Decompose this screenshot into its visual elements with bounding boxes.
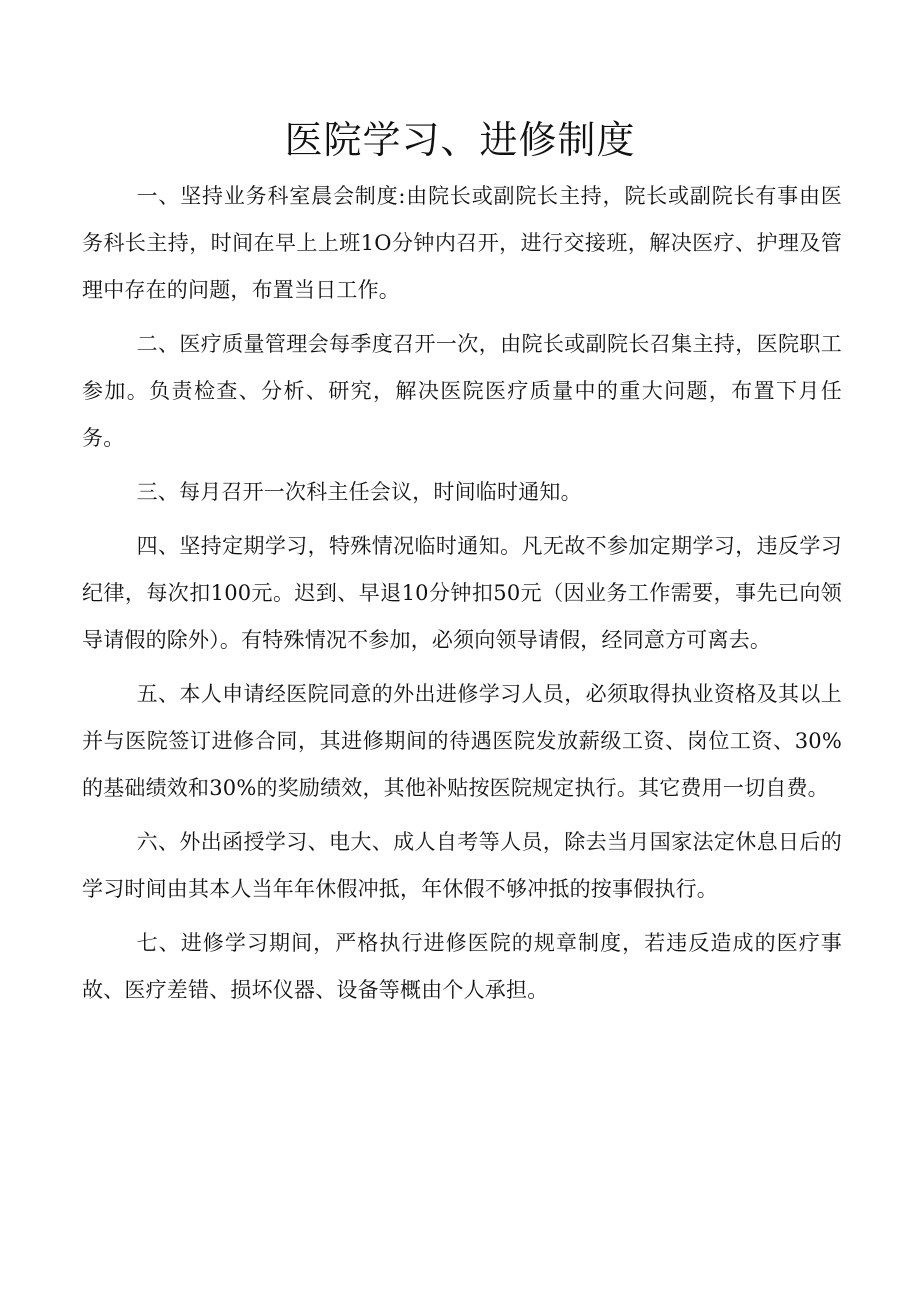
rule-paragraph-7: 七、进修学习期间，严格执行进修医院的规章制度，若违反造成的医疗事故、医疗差错、损坏仪器、设备等概由个人承担。 [82, 931, 842, 1002]
document-body [82, 173, 842, 1021]
rule-paragraph-3: 三、每月召开一次科主任会议，时间临时通知。 [136, 480, 582, 504]
rule-paragraph-5: 五、本人申请经医院同意的外出进修学习人员，必须取得执业资格及其以上并与医院签订进修合同，其进修期间的待遇医院发放薪级工资、岗位工资、30%的基础绩效和30%的奖励绩效，其他补贴按医院规定执行。其它费用一切自费。 [82, 682, 842, 800]
document-title: 医院学习、进修制度 [284, 118, 636, 162]
rule-paragraph-4: 四、坚持定期学习，特殊情况临时通知。凡无故不参加定期学习，违反学习纪律，每次扣100元。迟到、早退10分钟扣50元（因业务工作需要，事先已向领导请假的除外）。有特殊情况不参加，必须向领导请假，经同意方可离去。 [82, 534, 842, 652]
rule-paragraph-6: 六、外出函授学习、电大、成人自考等人员，除去当月国家法定休息日后的学习时间由其本人当年年休假冲抵，年休假不够冲抵的按事假执行。 [82, 830, 842, 901]
rule-paragraph-2: 二、医疗质量管理会每季度召开一次，由院长或副院长召集主持，医院职工参加。负责检查、分析、研究，解决医院医疗质量中的重大问题，布置下月任务。 [82, 332, 842, 450]
rule-paragraph-1: 一、坚持业务科室晨会制度:由院长或副院长主持，院长或副院长有事由医务科长主持，时间在早上上班1O分钟内召开，进行交接班，解决医疗、护理及管理中存在的问题，布置当日工作。 [82, 184, 842, 302]
